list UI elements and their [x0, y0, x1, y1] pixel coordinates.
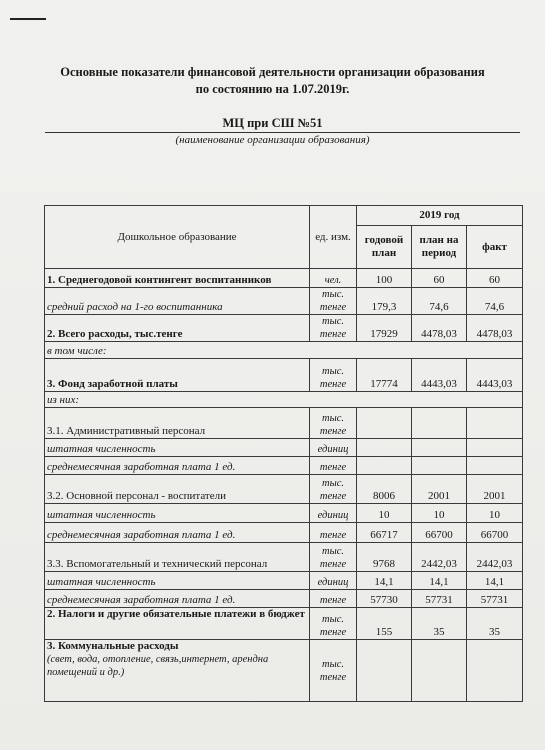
row-name: 2. Всего расходы, тыс.тенге: [45, 315, 310, 342]
row-plan: [357, 457, 412, 475]
row-fact: 57731: [467, 590, 523, 608]
table-header-row: [45, 206, 523, 226]
table-row: [45, 269, 523, 288]
table-row: [45, 342, 523, 359]
organization-caption: (наименование организации образования): [175, 134, 370, 146]
row-unit: чел.: [310, 269, 357, 288]
row-unit: единиц: [310, 572, 357, 590]
row-fact: 2442,03: [467, 543, 523, 572]
row-plan: 10: [357, 504, 412, 523]
corner-mark: [10, 18, 46, 20]
row-plan: 100: [357, 269, 412, 288]
row-period: [412, 640, 467, 702]
document-title-line2: по состоянию на 1.07.2019г.: [195, 82, 350, 96]
row-plan: 66717: [357, 523, 412, 543]
table-row: [45, 543, 523, 572]
row-plan: 57730: [357, 590, 412, 608]
row-name: 3.3. Вспомогательный и технический персонал: [45, 543, 310, 572]
row-period: 4478,03: [412, 315, 467, 342]
row-fact: 4478,03: [467, 315, 523, 342]
row-name-cell: [45, 640, 310, 702]
row-name: 3. Фонд заработной платы: [45, 359, 310, 392]
table-row: [45, 608, 523, 640]
table-row: [45, 523, 523, 543]
table-row: [45, 315, 523, 342]
row-period: 14,1: [412, 572, 467, 590]
row-fact: 74,6: [467, 288, 523, 315]
row-plan: 17929: [357, 315, 412, 342]
row-period: 2442,03: [412, 543, 467, 572]
row-name: 3.1. Административный персонал: [45, 408, 310, 439]
row-unit: тыс. тенге: [310, 408, 357, 439]
row-plan: 14,1: [357, 572, 412, 590]
row-name: в том числе:: [45, 342, 523, 359]
row-unit: тыс. тенге: [310, 288, 357, 315]
organization-underline: [45, 132, 520, 133]
table-row: [45, 392, 523, 408]
table-row: [45, 439, 523, 457]
row-period: [412, 408, 467, 439]
row-period: [412, 439, 467, 457]
row-fact: [467, 457, 523, 475]
row-name: штатная численность: [45, 439, 310, 457]
table-row: [45, 572, 523, 590]
row-plan: [357, 408, 412, 439]
row-period: 66700: [412, 523, 467, 543]
header-plan-period: план на период: [412, 226, 467, 269]
table-row: [45, 590, 523, 608]
row-period: 57731: [412, 590, 467, 608]
row-name: среднемесячная заработная плата 1 ед.: [45, 523, 310, 543]
row-unit: единиц: [310, 439, 357, 457]
header-fact: факт: [467, 226, 523, 269]
row-name: 2. Налоги и другие обязательные платежи в бюджет: [45, 608, 310, 640]
row-name: среднемесячная заработная плата 1 ед.: [45, 457, 310, 475]
table-row: [45, 475, 523, 504]
document-title-line1: Основные показатели финансовой деятельности организации образования: [60, 65, 485, 79]
row-plan: 8006: [357, 475, 412, 504]
table-row: [45, 288, 523, 315]
header-name: Дошкольное образование: [45, 206, 310, 269]
row-plan: [357, 640, 412, 702]
table-row: [45, 457, 523, 475]
row-fact: [467, 439, 523, 457]
row-period: 35: [412, 608, 467, 640]
row-fact: 60: [467, 269, 523, 288]
row-unit: тыс. тенге: [310, 315, 357, 342]
row-name: штатная численность: [45, 572, 310, 590]
header-year: 2019 год: [357, 206, 523, 226]
row-name-note: (свет, вода, отопление, связь,интернет, арендна помещений и др.): [47, 654, 269, 678]
row-period: 10: [412, 504, 467, 523]
table-row: [45, 408, 523, 439]
row-plan: 9768: [357, 543, 412, 572]
row-fact: 14,1: [467, 572, 523, 590]
row-fact: 2001: [467, 475, 523, 504]
row-unit: тыс. тенге: [310, 640, 357, 702]
row-unit: тенге: [310, 457, 357, 475]
row-fact: 66700: [467, 523, 523, 543]
row-period: 2001: [412, 475, 467, 504]
row-plan: 179,3: [357, 288, 412, 315]
row-plan: 155: [357, 608, 412, 640]
row-fact: [467, 408, 523, 439]
row-name: 3.2. Основной персонал - воспитатели: [45, 475, 310, 504]
row-fact: 35: [467, 608, 523, 640]
header-unit: ед. изм.: [310, 206, 357, 269]
row-period: [412, 457, 467, 475]
row-period: 4443,03: [412, 359, 467, 392]
row-unit: тыс. тенге: [310, 543, 357, 572]
row-fact: 10: [467, 504, 523, 523]
row-unit: тыс. тенге: [310, 608, 357, 640]
row-period: 74,6: [412, 288, 467, 315]
row-plan: [357, 439, 412, 457]
row-name: 1. Среднегодовой контингент воспитанников: [45, 269, 310, 288]
table-row: [45, 504, 523, 523]
row-unit: единиц: [310, 504, 357, 523]
header-plan-year: годовой план: [357, 226, 412, 269]
row-unit: тыс. тенге: [310, 359, 357, 392]
row-period: 60: [412, 269, 467, 288]
row-fact: 4443,03: [467, 359, 523, 392]
table-row: [45, 359, 523, 392]
row-unit: тенге: [310, 523, 357, 543]
row-name: штатная численность: [45, 504, 310, 523]
row-name: средний расход на 1-го воспитанника: [45, 288, 310, 315]
row-unit: тыс. тенге: [310, 475, 357, 504]
table-row: [45, 640, 523, 702]
row-plan: 17774: [357, 359, 412, 392]
row-name: 3. Коммунальные расходы: [47, 640, 179, 652]
row-name: среднемесячная заработная плата 1 ед.: [45, 590, 310, 608]
row-name: из них:: [45, 392, 523, 408]
row-unit: тенге: [310, 590, 357, 608]
organization-name: МЦ при СШ №51: [222, 116, 323, 130]
row-fact: [467, 640, 523, 702]
financial-table: [44, 205, 523, 702]
